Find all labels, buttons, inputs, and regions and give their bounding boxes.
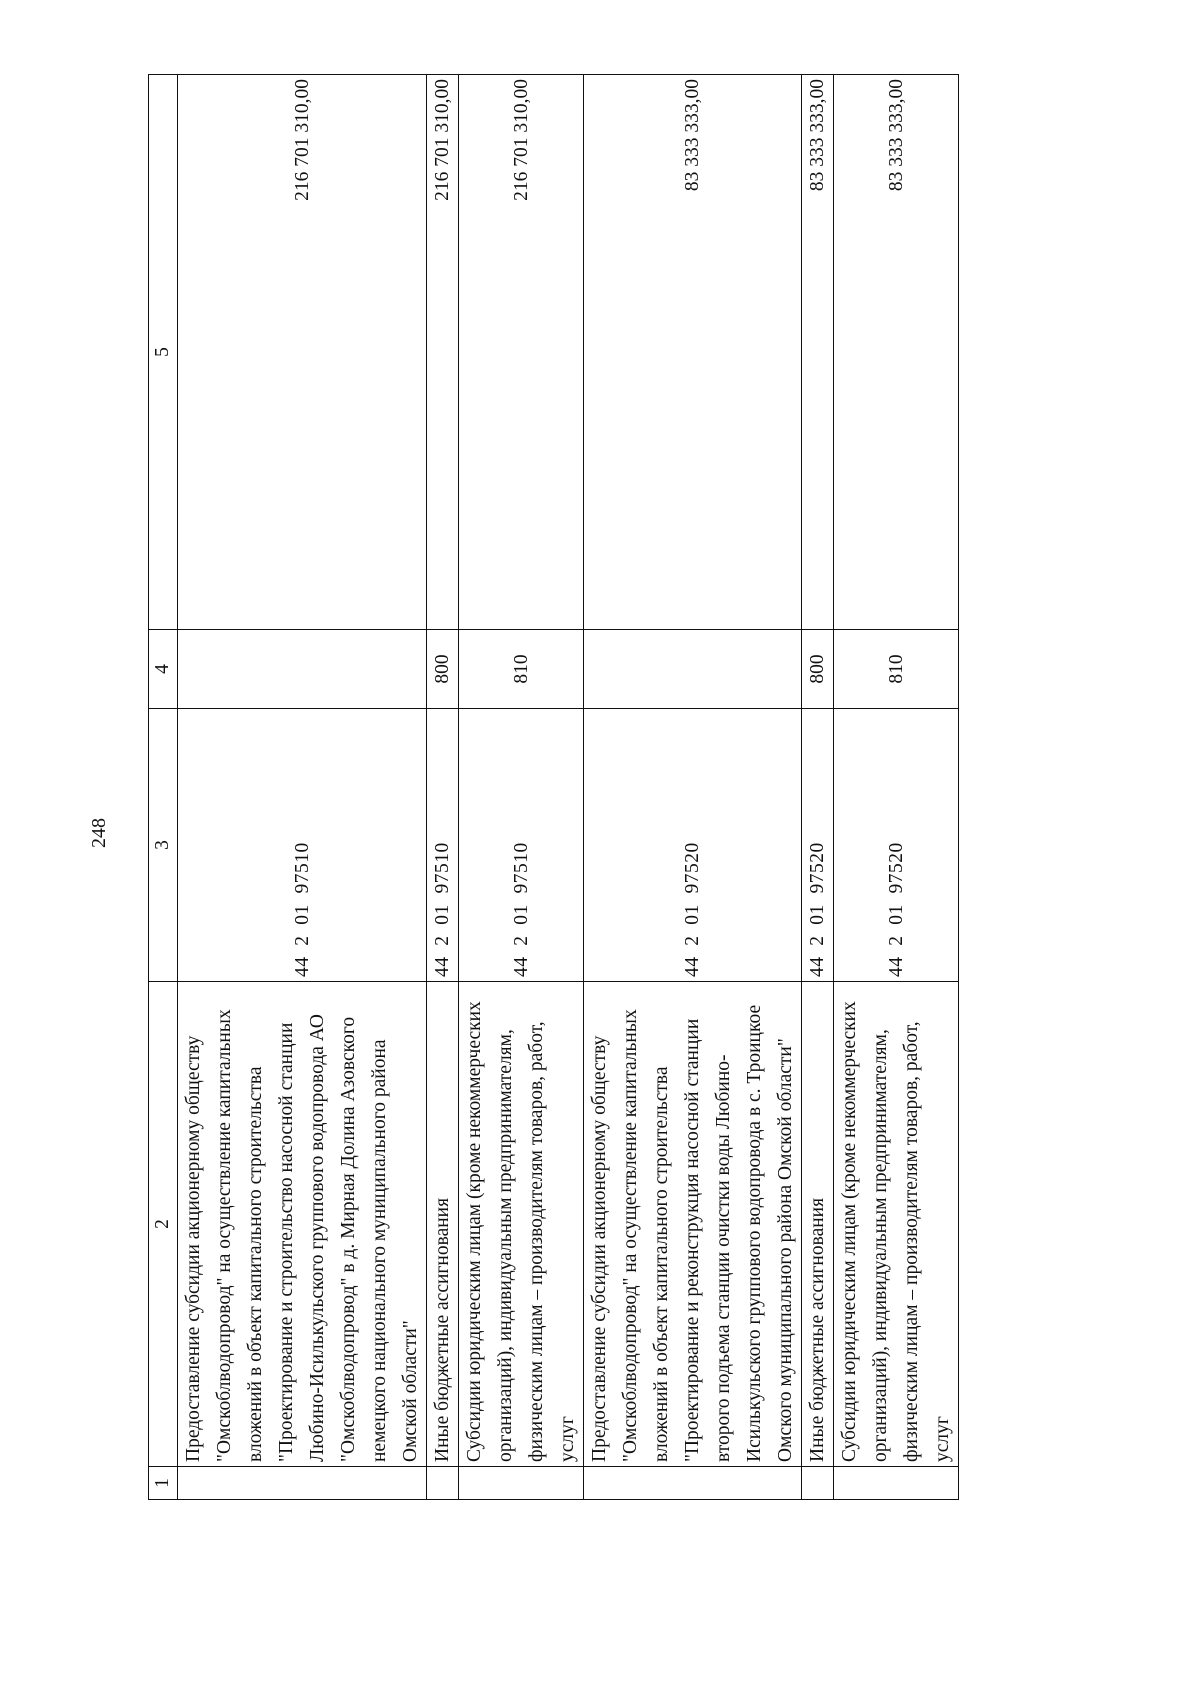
row-amount: 83 333 333,00	[834, 75, 959, 630]
row-amount: 83 333 333,00	[584, 75, 802, 630]
table-row	[584, 75, 802, 1500]
row-type: 810	[834, 630, 959, 709]
row-code	[834, 709, 959, 982]
code-value: 44 2 01 97510	[510, 842, 532, 977]
row-type	[584, 630, 802, 709]
row-name: Предоставление субсидии акционерному обществу "Омскоблводопровод" на осуществление капитальных вложений в объект капитального строительства "Проектирование и реконструкция насосной станции второго подъема станции очистки воды Любино-Исилькульского группового водопровода в с. Троицкое Омского муниципального района Омской области"	[584, 982, 802, 1467]
code-value: 44 2 01 97520	[682, 842, 703, 977]
table-header-row	[149, 75, 178, 1500]
budget-table	[148, 74, 959, 1500]
table-row	[427, 75, 459, 1500]
code-value: 44 2 01 97510	[432, 842, 453, 977]
row-code	[459, 709, 584, 982]
row-col1	[584, 1467, 802, 1500]
table-row	[834, 75, 959, 1500]
row-col1	[834, 1467, 959, 1500]
code-value: 44 2 01 97510	[291, 842, 313, 977]
header-col-4: 4	[149, 630, 178, 709]
row-col1	[802, 1467, 834, 1500]
row-code	[802, 709, 834, 982]
row-col1	[427, 1467, 459, 1500]
row-name: Иные бюджетные ассигнования	[802, 982, 834, 1467]
page-number: 248	[88, 818, 110, 848]
header-col-2: 2	[149, 982, 178, 1467]
code-value: 44 2 01 97520	[885, 842, 907, 977]
header-col-5: 5	[149, 75, 178, 630]
row-type: 800	[427, 630, 459, 709]
row-name: Иные бюджетные ассигнования	[427, 982, 459, 1467]
row-col1	[459, 1467, 584, 1500]
row-type	[178, 630, 427, 709]
row-amount: 83 333 333,00	[802, 75, 834, 630]
table-row	[178, 75, 427, 1500]
row-amount: 216 701 310,00	[178, 75, 427, 630]
row-code	[584, 709, 802, 982]
table-row	[802, 75, 834, 1500]
row-col1	[178, 1467, 427, 1500]
row-name: Субсидии юридическим лицам (кроме некоммерческих организаций), индивидуальным предпринимателям, физическим лицам – производителям товаров, работ, услуг	[834, 982, 959, 1467]
row-name: Предоставление субсидии акционерному обществу "Омскоблводопровод" на осуществление капитальных вложений в объект капитального строительства "Проектирование и строительство насосной станции Любино-Исилькульского группового водопровода АО "Омскоблводопровод" в д. Мирная Долина Азовского немецкого национального муниципального района Омской области"	[178, 982, 427, 1467]
row-code	[178, 709, 427, 982]
row-type: 810	[459, 630, 584, 709]
row-code	[427, 709, 459, 982]
row-name: Субсидии юридическим лицам (кроме некоммерческих организаций), индивидуальным предпринимателям, физическим лицам – производителям товаров, работ, услуг	[459, 982, 584, 1467]
row-amount: 216 701 310,00	[459, 75, 584, 630]
header-col-1: 1	[149, 1467, 178, 1500]
header-col-3: 3	[149, 709, 178, 982]
code-value: 44 2 01 97520	[807, 842, 828, 977]
row-amount: 216 701 310,00	[427, 75, 459, 630]
rotated-table-wrapper	[148, 74, 953, 1500]
row-type: 800	[802, 630, 834, 709]
table-row	[459, 75, 584, 1500]
